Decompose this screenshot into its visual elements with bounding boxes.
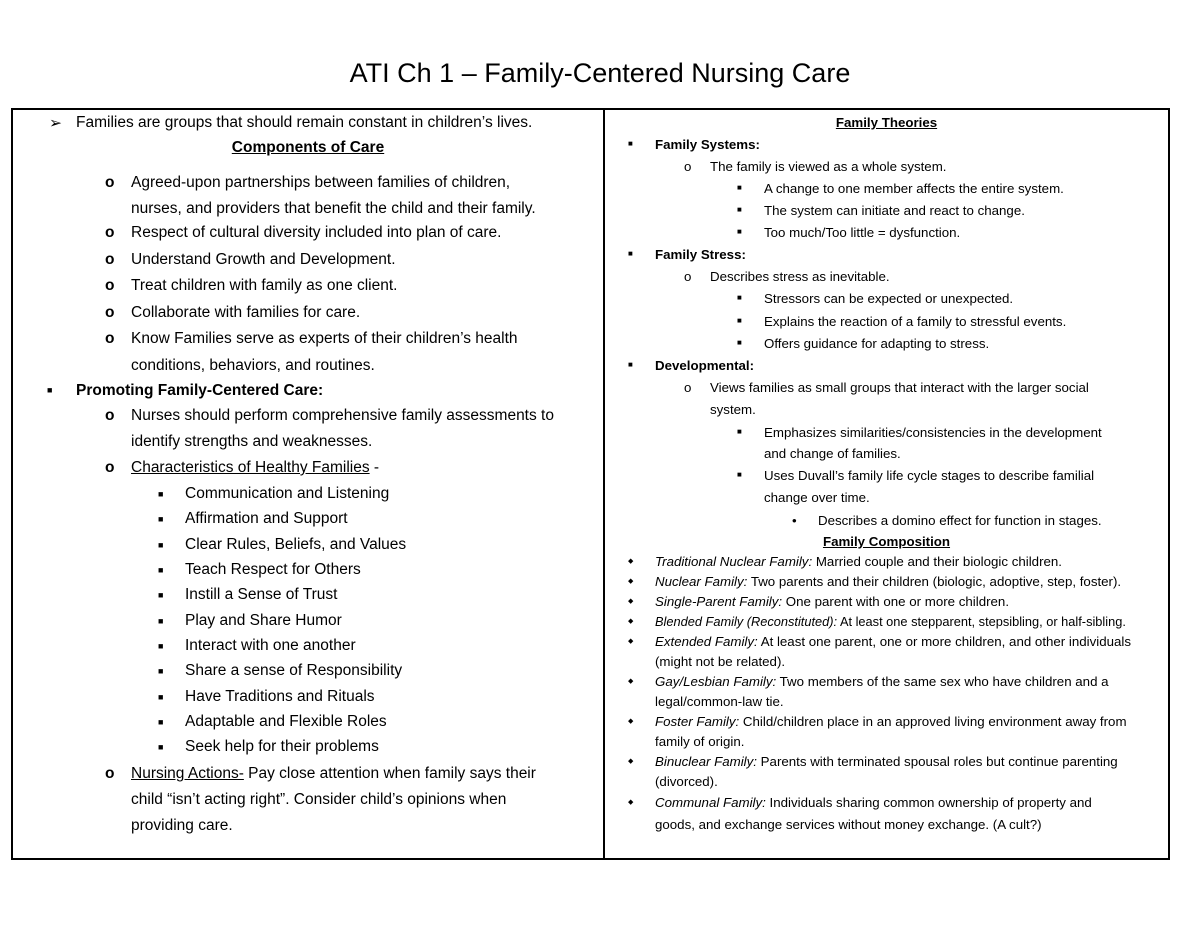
composition-def-cont: (might not be related).: [655, 654, 786, 669]
diamond-bullet-icon: ◆: [628, 618, 634, 625]
square-bullet-icon: ■: [158, 540, 164, 550]
component-item: Know Families serve as experts of their children’s health: [131, 330, 518, 347]
nursing-actions-cont: child “isn’t acting right”. Consider child’s opinions when: [131, 791, 507, 808]
assessment-text: Nurses should perform comprehensive family assessments to: [131, 407, 554, 424]
composition-item: [655, 554, 1062, 569]
component-item: Collaborate with families for care.: [131, 304, 361, 321]
composition-item: [655, 795, 1092, 810]
family-stress-item: Offers guidance for adapting to stress.: [764, 336, 990, 351]
component-item: Agreed-upon partnerships between families of children,: [131, 174, 511, 191]
developmental-item: Uses Duvall’s family life cycle stages to describe familial: [764, 468, 1095, 483]
developmental-item-cont: change over time.: [764, 490, 870, 505]
circle-bullet-icon: o: [105, 224, 115, 241]
component-item-cont: conditions, behaviors, and routines.: [131, 357, 375, 374]
diamond-bullet-icon: ◆: [628, 799, 634, 806]
healthy-item: Interact with one another: [185, 637, 356, 654]
circle-bullet-icon: o: [105, 407, 115, 424]
nursing-actions-cont: providing care.: [131, 817, 233, 834]
composition-def: Two parents and their children (biologic, adoptive, step, foster).: [747, 574, 1122, 589]
composition-item: [655, 594, 1009, 609]
developmental-sub: Views families as small groups that interact with the larger social: [710, 380, 1089, 395]
composition-item: [655, 674, 1109, 689]
square-bullet-icon: ■: [158, 489, 164, 499]
composition-term: Blended Family (Reconstituted):: [655, 614, 838, 629]
diamond-bullet-icon: ◆: [628, 558, 634, 565]
developmental-sub-cont: system.: [710, 402, 756, 417]
nursing-actions-text: Pay close attention when family says their: [243, 765, 536, 782]
healthy-item: Share a sense of Responsibility: [185, 662, 403, 679]
circle-bullet-icon: o: [105, 251, 115, 268]
composition-def-cont: goods, and exchange services without money exchange. (A cult?): [655, 817, 1042, 832]
square-bullet-icon: ■: [158, 590, 164, 600]
theories-heading: Family Theories: [835, 115, 938, 130]
diamond-bullet-icon: ◆: [628, 678, 634, 685]
component-item: Treat children with family as one client.: [131, 277, 398, 294]
assessment-text-cont: identify strengths and weaknesses.: [131, 433, 373, 450]
composition-def: Married couple and their biologic children.: [812, 554, 1062, 569]
healthy-item: Play and Share Humor: [185, 612, 342, 629]
composition-item: [655, 754, 1118, 769]
family-stress-label: Family Stress:: [655, 247, 746, 262]
composition-term: Traditional Nuclear Family:: [655, 554, 813, 569]
nursing-actions: [131, 765, 536, 783]
composition-term: Nuclear Family:: [655, 574, 748, 589]
square-bullet-icon: ■: [737, 470, 742, 479]
content-table: [11, 108, 1170, 860]
diamond-bullet-icon: ◆: [628, 638, 634, 645]
family-systems-item: Too much/Too little = dysfunction.: [764, 225, 961, 240]
composition-item: [655, 714, 1127, 729]
square-bullet-icon: ■: [158, 717, 164, 727]
developmental-label: Developmental:: [655, 358, 755, 373]
circle-bullet-icon: o: [105, 174, 115, 191]
composition-item: [655, 634, 1131, 649]
healthy-item: Communication and Listening: [185, 485, 390, 502]
square-bullet-icon: ■: [737, 183, 742, 192]
square-bullet-icon: ■: [737, 427, 742, 436]
healthy-item: Seek help for their problems: [185, 738, 379, 755]
circle-bullet-icon: o: [105, 330, 115, 347]
components-heading: Components of Care: [231, 139, 385, 156]
circle-bullet-icon: o: [105, 277, 115, 294]
composition-term: Gay/Lesbian Family:: [655, 674, 777, 689]
healthy-families-suffix: -: [369, 459, 380, 476]
composition-term: Single-Parent Family:: [655, 594, 783, 609]
nursing-actions-label: Nursing Actions-: [131, 765, 244, 782]
healthy-item: Teach Respect for Others: [185, 561, 361, 578]
developmental-item-cont: and change of families.: [764, 446, 901, 461]
composition-term: Communal Family:: [655, 795, 766, 810]
healthy-families-heading: [131, 459, 379, 477]
composition-def: Two members of the same sex who have children and a: [776, 674, 1109, 689]
page-title: ATI Ch 1 – Family-Centered Nursing Care: [349, 58, 851, 88]
diamond-bullet-icon: ◆: [628, 578, 634, 585]
square-bullet-icon: ■: [628, 139, 633, 148]
composition-item: [655, 614, 1126, 629]
composition-def: Individuals sharing common ownership of property and: [765, 795, 1092, 810]
composition-item: [655, 574, 1121, 589]
family-stress-sub: Describes stress as inevitable.: [710, 269, 890, 284]
square-bullet-icon: ■: [737, 227, 742, 236]
square-bullet-icon: ■: [158, 742, 164, 752]
circle-bullet-icon: o: [684, 159, 692, 174]
diamond-bullet-icon: ◆: [628, 758, 634, 765]
family-systems-label: Family Systems:: [655, 137, 760, 152]
square-bullet-icon: ■: [158, 565, 164, 575]
square-bullet-icon: ■: [628, 360, 633, 369]
square-bullet-icon: ■: [737, 316, 742, 325]
composition-def-cont: family of origin.: [655, 734, 745, 749]
square-bullet-icon: ■: [47, 385, 53, 395]
circle-bullet-icon: o: [684, 380, 692, 395]
circle-bullet-icon: o: [105, 304, 115, 321]
composition-def: Parents with terminated spousal roles but continue parenting: [756, 754, 1118, 769]
promoting-heading: Promoting Family-Centered Care:: [76, 382, 324, 399]
column-divider: [603, 110, 605, 858]
diamond-bullet-icon: ◆: [628, 718, 634, 725]
family-systems-item: The system can initiate and react to change.: [764, 203, 1025, 218]
square-bullet-icon: ■: [158, 666, 164, 676]
family-systems-item: A change to one member affects the entire system.: [764, 181, 1064, 196]
diamond-bullet-icon: ◆: [628, 598, 634, 605]
developmental-subitem: Describes a domino effect for function in stages.: [818, 513, 1102, 528]
family-stress-item: Stressors can be expected or unexpected.: [764, 291, 1014, 306]
composition-term: Foster Family:: [655, 714, 740, 729]
healthy-item: Instill a Sense of Trust: [185, 586, 338, 603]
healthy-families-label: Characteristics of Healthy Families: [131, 459, 370, 476]
composition-def-cont: legal/common-law tie.: [655, 694, 784, 709]
square-bullet-icon: ■: [158, 641, 164, 651]
composition-def: At least one parent, one or more children, and other individuals: [757, 634, 1132, 649]
dot-bullet-icon: •: [792, 513, 797, 528]
circle-bullet-icon: o: [105, 459, 115, 476]
arrow-bullet-icon: ➢: [49, 115, 62, 132]
component-item: Respect of cultural diversity included into plan of care.: [131, 224, 502, 241]
composition-def: At least one stepparent, stepsibling, or half-sibling.: [837, 614, 1126, 629]
family-systems-sub: The family is viewed as a whole system.: [710, 159, 947, 174]
square-bullet-icon: ■: [158, 514, 164, 524]
component-item: Understand Growth and Development.: [131, 251, 396, 268]
composition-heading: Family Composition: [822, 534, 951, 549]
square-bullet-icon: ■: [737, 205, 742, 214]
square-bullet-icon: ■: [158, 692, 164, 702]
intro-text: Families are groups that should remain constant in children’s lives.: [76, 114, 533, 131]
healthy-item: Affirmation and Support: [185, 510, 348, 527]
circle-bullet-icon: o: [684, 269, 692, 284]
square-bullet-icon: ■: [158, 616, 164, 626]
composition-term: Binuclear Family:: [655, 754, 757, 769]
composition-def-cont: (divorced).: [655, 774, 718, 789]
square-bullet-icon: ■: [737, 338, 742, 347]
developmental-item: Emphasizes similarities/consistencies in the development: [764, 425, 1102, 440]
component-item-cont: nurses, and providers that benefit the child and their family.: [131, 200, 536, 217]
family-stress-item: Explains the reaction of a family to stressful events.: [764, 314, 1067, 329]
composition-def: Child/children place in an approved living environment away from: [739, 714, 1127, 729]
healthy-item: Have Traditions and Rituals: [185, 688, 375, 705]
healthy-item: Adaptable and Flexible Roles: [185, 713, 387, 730]
healthy-item: Clear Rules, Beliefs, and Values: [185, 536, 407, 553]
composition-def: One parent with one or more children.: [782, 594, 1010, 609]
circle-bullet-icon: o: [105, 765, 115, 782]
composition-term: Extended Family:: [655, 634, 758, 649]
square-bullet-icon: ■: [737, 293, 742, 302]
square-bullet-icon: ■: [628, 249, 633, 258]
